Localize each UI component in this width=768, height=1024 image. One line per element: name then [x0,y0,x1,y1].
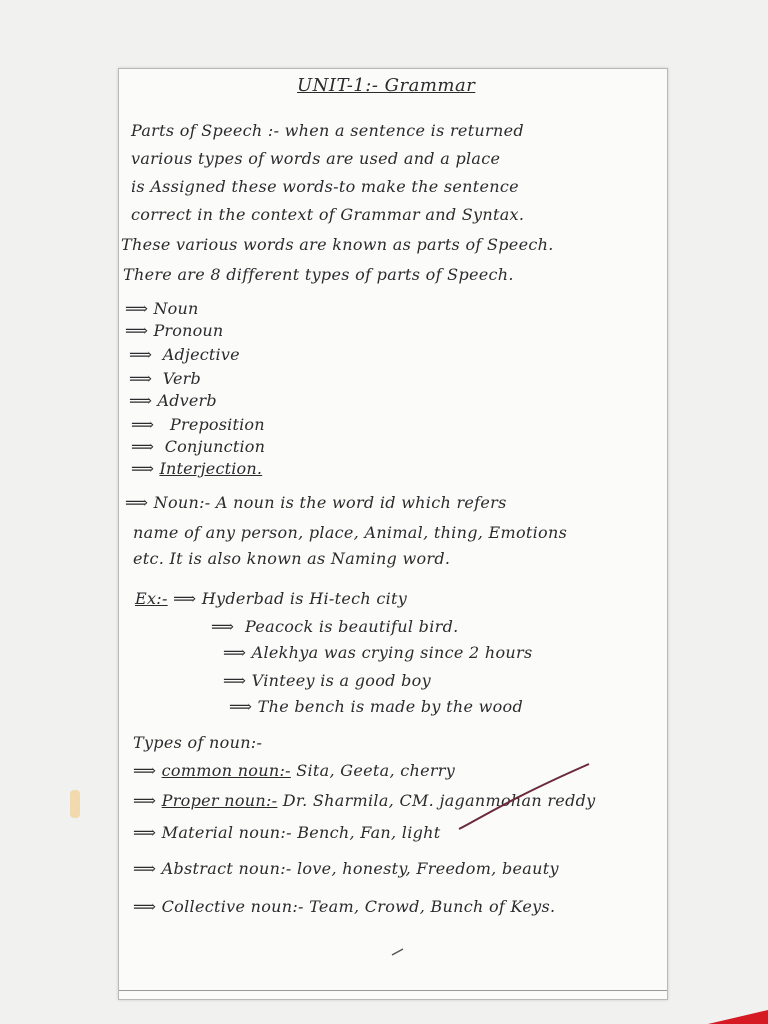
bottom-margin-line [119,990,667,991]
orange-smudge [70,790,80,818]
list-item: ⟹ Verb [129,369,201,388]
page-title: UNIT-1:- Grammar [297,75,476,96]
arrow-icon: ⟹ [125,493,149,512]
types-heading: Types of noun:- [133,733,263,752]
type-item: ⟹ Collective noun:- Team, Crowd, Bunch of Keys. [133,897,556,916]
arrow-icon: ⟹ [211,617,235,636]
tick-mark-icon [391,947,405,957]
noun-def-line-2: name of any person, place, Animal, thing, Emotions [133,523,568,542]
list-item: ⟹ Preposition [131,415,265,434]
arrow-icon: ⟹ [129,345,153,364]
arrow-icon: ⟹ [131,459,155,478]
arrow-icon: ⟹ [173,589,197,608]
example-item: ⟹ Alekhya was crying since 2 hours [223,643,533,662]
type-item: ⟹ Abstract noun:- love, honesty, Freedom, beauty [133,859,559,878]
example-item: ⟹ Vinteey is a good boy [223,671,431,690]
arrow-icon: ⟹ [125,321,149,340]
noun-def-line-1: ⟹ Noun:- A noun is the word id which refers [125,493,507,512]
arrow-icon: ⟹ [133,859,157,878]
list-item: ⟹ Interjection. [131,459,263,478]
red-tab [708,1010,768,1024]
type-item: ⟹ Proper noun:- Dr. Sharmila, CM. jaganmohan reddy [133,791,596,810]
list-item: ⟹ Adjective [129,345,240,364]
type-item: ⟹ Material noun:- Bench, Fan, light [133,823,441,842]
arrow-icon: ⟹ [125,299,149,318]
notebook-page [118,68,668,1000]
examples-label: Ex:- ⟹ Hyderbad is Hi-tech city [135,589,408,608]
arrow-icon: ⟹ [129,369,153,388]
arrow-icon: ⟹ [229,697,253,716]
intro-line-1: Parts of Speech :- when a sentence is returned [131,121,524,140]
intro-line-4: correct in the context of Grammar and Syntax. [131,205,525,224]
check-mark-icon [449,759,599,839]
example-item: ⟹ The bench is made by the wood [229,697,524,716]
arrow-icon: ⟹ [133,823,157,842]
list-item: ⟹ Conjunction [131,437,266,456]
arrow-icon: ⟹ [131,415,155,434]
arrow-icon: ⟹ [133,897,157,916]
list-item: ⟹ Pronoun [125,321,224,340]
arrow-icon: ⟹ [223,671,247,690]
intro-line-5: These various words are known as parts of Speech. [121,235,554,254]
noun-def-line-3: etc. It is also known as Naming word. [133,549,451,568]
list-item: ⟹ Adverb [129,391,217,410]
example-item: ⟹ Peacock is beautiful bird. [211,617,459,636]
arrow-icon: ⟹ [223,643,247,662]
arrow-icon: ⟹ [133,761,157,780]
intro-line-6: There are 8 different types of parts of Speech. [123,265,514,284]
arrow-icon: ⟹ [133,791,157,810]
type-item: ⟹ common noun:- Sita, Geeta, cherry [133,761,456,780]
arrow-icon: ⟹ [129,391,153,410]
intro-line-3: is Assigned these words-to make the sentence [131,177,519,196]
arrow-icon: ⟹ [131,437,155,456]
list-item: ⟹ Noun [125,299,199,318]
intro-line-2: various types of words are used and a place [131,149,501,168]
